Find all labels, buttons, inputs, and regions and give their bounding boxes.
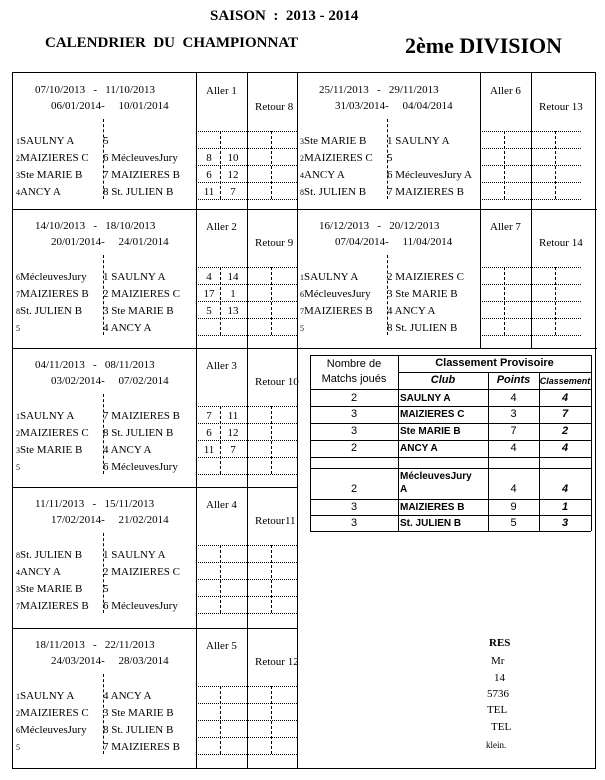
column-divider	[297, 73, 298, 348]
standings-table	[310, 355, 591, 531]
away-team: 4 ANCY A	[387, 305, 436, 317]
club-rank: 7	[561, 408, 569, 420]
home-team: 5	[300, 324, 304, 333]
retour-dates: 31/03/2014- 04/04/2014	[335, 100, 453, 112]
score-column-line	[196, 209, 197, 348]
retour-dates: 07/04/2014- 11/04/2014	[335, 236, 453, 248]
contact-line-2: Mr	[491, 655, 505, 667]
score-row-line	[196, 148, 297, 149]
away-score: 11	[227, 410, 239, 422]
club-rank: 2	[561, 425, 569, 437]
score-row-line	[196, 579, 297, 580]
score-split	[220, 545, 221, 613]
score-row-line	[480, 335, 581, 336]
home-team: 3Ste MARIE B	[300, 135, 367, 147]
score-row-line	[196, 596, 297, 597]
block-separator	[13, 209, 297, 210]
score-row-line	[196, 703, 297, 704]
score-split	[271, 406, 272, 474]
table-rule	[310, 499, 591, 500]
away-team: 4 ANCY A	[103, 444, 152, 456]
table-rule	[310, 515, 591, 516]
retour-dates: 03/02/2014- 07/02/2014	[51, 375, 169, 387]
col-points-header: Points	[496, 374, 531, 386]
score-split	[271, 267, 272, 335]
score-row-line	[196, 545, 297, 546]
score-row-line	[196, 613, 297, 614]
score-row-line	[480, 199, 581, 200]
score-row-line	[480, 301, 581, 302]
aller-dates: 14/10/2013 - 18/10/2013	[35, 220, 156, 232]
score-column-line	[480, 209, 481, 348]
club-name: MécleuvesJury A	[400, 471, 472, 495]
season-title: SAISON : 2013 - 2014	[210, 8, 359, 24]
club-points: 4	[510, 483, 517, 495]
home-team: 3Ste MARIE B	[16, 169, 83, 181]
score-split	[220, 131, 221, 199]
home-score: 6	[206, 169, 212, 181]
table-rule	[310, 423, 591, 424]
home-score: 6	[206, 427, 212, 439]
aller-label: Aller 2	[206, 221, 237, 233]
club-name: SAULNY A	[400, 393, 451, 404]
away-team: 3 Ste MARIE B	[103, 305, 174, 317]
club-points: 5	[510, 517, 517, 529]
aller-dates: 25/11/2013 - 29/11/2013	[319, 84, 439, 96]
away-team: 2 MAIZIERES C	[387, 271, 464, 283]
score-row-line	[196, 457, 297, 458]
score-row-line	[196, 335, 297, 336]
score-row-line	[480, 148, 581, 149]
home-team: 5	[16, 324, 20, 333]
away-score: 14	[227, 271, 239, 283]
score-row-line	[196, 267, 297, 268]
block-separator	[13, 628, 297, 629]
away-team: 1 SAULNY A	[103, 271, 166, 283]
club-points: 4	[510, 442, 517, 454]
table-rule	[310, 531, 591, 532]
home-team: 2MAIZIERES C	[300, 152, 373, 164]
aller-dates: 16/12/2013 - 20/12/2013	[319, 220, 440, 232]
away-score: 1	[230, 288, 236, 300]
aller-label: Aller 7	[490, 221, 521, 233]
home-score: 5	[206, 305, 212, 317]
score-column-line	[247, 348, 248, 487]
home-score: 11	[203, 186, 215, 198]
club-name: MAIZIERES C	[400, 409, 465, 420]
home-score: 11	[203, 444, 215, 456]
matches-played: 2	[350, 483, 358, 495]
away-team: 8 St. JULIEN B	[103, 427, 174, 439]
score-split	[555, 267, 556, 335]
matches-played: 2	[350, 392, 358, 404]
retour-label: Retour11	[255, 515, 296, 527]
score-column-line	[196, 487, 197, 628]
contact-line-3: 14	[494, 672, 505, 684]
score-column-line	[531, 73, 532, 209]
score-split	[271, 545, 272, 613]
away-score: 12	[227, 169, 239, 181]
score-split	[504, 131, 505, 199]
club-rank: 3	[561, 517, 569, 529]
block-separator	[297, 209, 597, 210]
score-column-line	[247, 73, 248, 209]
home-team: 5	[16, 463, 20, 472]
aller-label: Aller 6	[490, 85, 521, 97]
home-team: 6MécleuvesJury	[300, 288, 371, 300]
matches-played: 2	[350, 442, 358, 454]
score-row-line	[196, 474, 297, 475]
score-row-line	[196, 754, 297, 755]
aller-dates: 04/11/2013 - 08/11/2013	[35, 359, 155, 371]
table-rule	[310, 389, 591, 390]
aller-dates: 11/11/2013 - 15/11/2013	[35, 498, 155, 510]
score-row-line	[196, 423, 297, 424]
retour-dates: 24/03/2014- 28/03/2014	[51, 655, 169, 667]
away-score: 10	[227, 152, 239, 164]
score-row-line	[196, 165, 297, 166]
score-row-line	[196, 301, 297, 302]
score-column-line	[247, 209, 248, 348]
home-team: 7MAIZIERES B	[300, 305, 373, 317]
contact-line-5: TEL	[487, 704, 508, 716]
score-column-line	[247, 487, 248, 628]
home-team: 2MAIZIERES C	[16, 152, 89, 164]
score-split	[271, 131, 272, 199]
away-team: 5	[103, 583, 112, 595]
score-row-line	[196, 686, 297, 687]
table-rule	[398, 372, 591, 373]
col-rank-header: Classement	[539, 376, 591, 386]
score-column-line	[196, 73, 197, 209]
score-row-line	[196, 182, 297, 183]
away-team: 5	[387, 152, 396, 164]
retour-dates: 06/01/2014- 10/01/2014	[51, 100, 169, 112]
away-score: 12	[227, 427, 239, 439]
club-rank: 4	[561, 483, 569, 495]
contact-line-1: RES	[489, 637, 511, 649]
score-row-line	[480, 284, 581, 285]
score-split	[220, 686, 221, 754]
matches-played: 3	[350, 408, 358, 420]
aller-dates: 18/11/2013 - 22/11/2013	[35, 639, 155, 651]
score-row-line	[196, 318, 297, 319]
away-team: 4 ANCY A	[103, 322, 152, 334]
home-team: 3Ste MARIE B	[16, 444, 83, 456]
home-team: 6MécleuvesJury	[16, 271, 87, 283]
away-team: 8 St. JULIEN B	[103, 724, 174, 736]
club-rank: 4	[561, 442, 569, 454]
retour-dates: 20/01/2014- 24/01/2014	[51, 236, 169, 248]
retour-label: Retour 9	[255, 237, 294, 249]
block-separator	[13, 487, 297, 488]
score-column-line	[480, 73, 481, 209]
table-rule	[310, 406, 591, 407]
club-rank: 1	[561, 501, 569, 513]
away-team: 6 MécleuvesJury	[103, 152, 178, 164]
score-split	[504, 267, 505, 335]
table-rule	[591, 355, 592, 531]
aller-label: Aller 4	[206, 499, 237, 511]
retour-label: Retour 8	[255, 101, 294, 113]
away-team: 2 MAIZIERES C	[103, 566, 180, 578]
score-split	[555, 131, 556, 199]
home-team: 7MAIZIERES B	[16, 288, 89, 300]
club-rank: 4	[561, 392, 569, 404]
score-row-line	[196, 199, 297, 200]
matches-played: 3	[350, 501, 358, 513]
score-row-line	[196, 737, 297, 738]
score-row-line	[196, 284, 297, 285]
home-score: 7	[206, 410, 212, 422]
club-points: 3	[510, 408, 517, 420]
table-rule	[310, 440, 591, 441]
table-rule	[310, 457, 591, 458]
score-row-line	[196, 440, 297, 441]
away-team: 6 MécleuvesJury A	[387, 169, 472, 181]
away-team: 1 SAULNY A	[387, 135, 450, 147]
home-team: 3Ste MARIE B	[16, 583, 83, 595]
retour-dates: 17/02/2014- 21/02/2014	[51, 514, 169, 526]
away-team: 3 Ste MARIE B	[103, 707, 174, 719]
away-team: 7 MAIZIERES B	[103, 741, 180, 753]
away-score: 7	[230, 444, 236, 456]
away-team: 5	[103, 135, 112, 147]
home-team: 4ANCY A	[300, 169, 345, 181]
score-row-line	[480, 182, 581, 183]
away-score: 7	[230, 186, 236, 198]
score-row-line	[196, 720, 297, 721]
home-team: 1SAULNY A	[16, 410, 75, 422]
away-team: 1 SAULNY A	[103, 549, 166, 561]
score-row-line	[196, 406, 297, 407]
col-matches-header: Nombre de Matchs joués	[321, 358, 387, 385]
table-rule	[310, 355, 591, 356]
retour-label: Retour 10	[255, 376, 299, 388]
contact-line-7: klein.	[486, 740, 507, 750]
away-score: 13	[227, 305, 239, 317]
club-name: MAIZIERES B	[400, 502, 465, 513]
home-score: 17	[203, 288, 215, 300]
retour-label: Retour 14	[539, 237, 583, 249]
score-column-line	[531, 209, 532, 348]
club-points: 4	[510, 392, 517, 404]
contact-line-6: TEL	[491, 721, 512, 733]
score-column-line	[247, 628, 248, 769]
score-split	[271, 686, 272, 754]
home-team: 8St. JULIEN B	[16, 549, 83, 561]
calendar-title: CALENDRIER DU CHAMPIONNAT	[45, 35, 299, 51]
away-team: 2 MAIZIERES C	[103, 288, 180, 300]
home-score: 8	[206, 152, 212, 164]
home-team: 8St. JULIEN B	[16, 305, 83, 317]
away-team: 7 MAIZIERES B	[103, 410, 180, 422]
home-team: 8St. JULIEN B	[300, 186, 367, 198]
home-team: 2MAIZIERES C	[16, 427, 89, 439]
away-team: 7 MAIZIERES B	[103, 169, 180, 181]
home-team: 4ANCY A	[16, 186, 61, 198]
club-points: 9	[510, 501, 517, 513]
away-team: 3 Ste MARIE B	[387, 288, 458, 300]
aller-label: Aller 3	[206, 360, 237, 372]
score-split	[220, 406, 221, 474]
club-points: 7	[510, 425, 517, 437]
aller-label: Aller 5	[206, 640, 237, 652]
score-row-line	[480, 131, 581, 132]
score-split	[220, 267, 221, 335]
home-team: 1SAULNY A	[16, 135, 75, 147]
club-name: Ste MARIE B	[400, 426, 461, 437]
retour-label: Retour 13	[539, 101, 583, 113]
score-column-line	[196, 628, 197, 769]
col-club-header: Club	[430, 374, 456, 386]
table-rule	[310, 468, 591, 469]
standings-title: Classement Provisoire	[435, 357, 554, 369]
score-row-line	[196, 562, 297, 563]
away-team: 8 St. JULIEN B	[387, 322, 458, 334]
club-name: ANCY A	[400, 443, 438, 454]
matches-played: 3	[350, 517, 358, 529]
contact-line-4: 5736	[487, 688, 509, 700]
home-team: 1SAULNY A	[16, 690, 75, 702]
score-row-line	[480, 267, 581, 268]
home-team: 2MAIZIERES C	[16, 707, 89, 719]
home-score: 4	[206, 271, 212, 283]
home-team: 1SAULNY A	[300, 271, 359, 283]
column-divider	[297, 348, 298, 769]
home-team: 4ANCY A	[16, 566, 61, 578]
score-row-line	[196, 131, 297, 132]
retour-label: Retour 12	[255, 656, 299, 668]
matches-played: 3	[350, 425, 358, 437]
score-row-line	[480, 318, 581, 319]
block-separator	[297, 348, 597, 349]
away-team: 8 St. JULIEN B	[103, 186, 174, 198]
away-team: 6 MécleuvesJury	[103, 600, 178, 612]
away-team: 6 MécleuvesJury	[103, 461, 178, 473]
score-column-line	[196, 348, 197, 487]
aller-dates: 07/10/2013 - 11/10/2013	[35, 84, 155, 96]
home-team: 6MécleuvesJury	[16, 724, 87, 736]
away-team: 4 ANCY A	[103, 690, 152, 702]
block-separator	[13, 348, 297, 349]
club-name: St. JULIEN B	[400, 518, 462, 529]
division-title: 2ème DIVISION	[405, 33, 563, 58]
home-team: 5	[16, 743, 20, 752]
aller-label: Aller 1	[206, 85, 237, 97]
away-team: 7 MAIZIERES B	[387, 186, 464, 198]
home-team: 7MAIZIERES B	[16, 600, 89, 612]
score-row-line	[480, 165, 581, 166]
